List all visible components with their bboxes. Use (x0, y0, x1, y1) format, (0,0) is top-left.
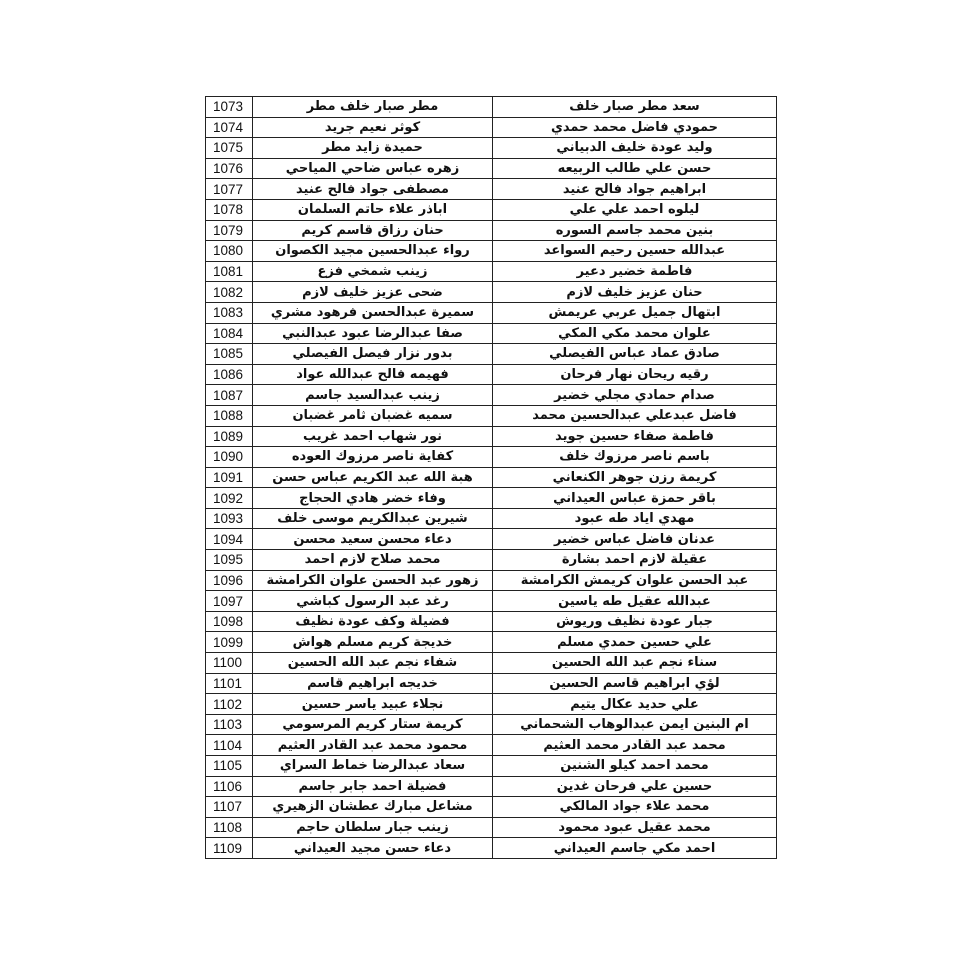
name-cell-right: عقيلة لازم احمد بشارة (493, 550, 777, 571)
name-cell-right: فاضل عبدعلي عبدالحسين محمد (493, 405, 777, 426)
name-cell-middle: ضحى عزيز خليف لازم (253, 282, 493, 303)
table-row (206, 838, 777, 859)
name-cell-middle: زينب عبدالسيد جاسم (253, 385, 493, 406)
name-cell-right: باقر حمزة عباس العيداني (493, 488, 777, 509)
row-number-cell: 1092 (206, 488, 253, 509)
name-cell-middle: محمود محمد عبد القادر العثيم (253, 735, 493, 756)
table-row (206, 570, 777, 591)
name-cell-middle: خديجه ابراهيم قاسم (253, 673, 493, 694)
name-cell-middle: كريمة ستار كريم المرسومي (253, 714, 493, 735)
table-row (206, 220, 777, 241)
table-row (206, 364, 777, 385)
name-cell-middle: حميدة زايد مطر (253, 138, 493, 159)
row-number-cell: 1087 (206, 385, 253, 406)
name-cell-right: وليد عودة خليف الدبياني (493, 138, 777, 159)
name-cell-middle: مشاعل مبارك عطشان الزهيري (253, 797, 493, 818)
row-number-cell: 1096 (206, 570, 253, 591)
name-cell-middle: محمد صلاح لازم احمد (253, 550, 493, 571)
row-number-cell: 1074 (206, 117, 253, 138)
table-row (206, 385, 777, 406)
name-cell-middle: خديجة كريم مسلم هواش (253, 632, 493, 653)
name-cell-right: عبدالله حسين رحيم السواعد (493, 241, 777, 262)
row-number-cell: 1090 (206, 447, 253, 468)
table-row (206, 241, 777, 262)
table-row (206, 117, 777, 138)
table-row (206, 508, 777, 529)
name-cell-right: رقيه ريحان نهار فرحان (493, 364, 777, 385)
name-cell-middle: سميرة عبدالحسن فرهود مشري (253, 302, 493, 323)
name-cell-right: محمد عبد القادر محمد العثيم (493, 735, 777, 756)
name-cell-right: علي حسين حمدي مسلم (493, 632, 777, 653)
row-number-cell: 1081 (206, 261, 253, 282)
row-number-cell: 1089 (206, 426, 253, 447)
name-cell-middle: شيرين عبدالكريم موسى خلف (253, 508, 493, 529)
name-cell-right: ام البنين ايمن عبدالوهاب الشحماني (493, 714, 777, 735)
name-cell-middle: بدور نزار فيصل الفيصلي (253, 344, 493, 365)
name-cell-right: ابتهال جميل عربي عريمش (493, 302, 777, 323)
row-number-cell: 1088 (206, 405, 253, 426)
table-row (206, 611, 777, 632)
name-cell-right: صدام حمادي مجلي خضير (493, 385, 777, 406)
table-row (206, 550, 777, 571)
name-cell-middle: مصطفى جواد فالح عنيد (253, 179, 493, 200)
table-row (206, 756, 777, 777)
name-cell-middle: نجلاء عبيد ياسر حسين (253, 694, 493, 715)
row-number-cell: 1084 (206, 323, 253, 344)
table-row (206, 529, 777, 550)
row-number-cell: 1103 (206, 714, 253, 735)
name-cell-middle: مطر صبار خلف مطر (253, 97, 493, 118)
table-row (206, 158, 777, 179)
name-cell-right: سناء نجم عبد الله الحسين (493, 653, 777, 674)
table-row (206, 776, 777, 797)
row-number-cell: 1095 (206, 550, 253, 571)
name-cell-right: محمد احمد كيلو الشنين (493, 756, 777, 777)
name-cell-right: ليلوه احمد علي علي (493, 199, 777, 220)
name-cell-middle: شفاء نجم عبد الله الحسين (253, 653, 493, 674)
row-number-cell: 1073 (206, 97, 253, 118)
name-cell-middle: نور شهاب احمد غريب (253, 426, 493, 447)
name-cell-right: علي حديد عكال يتيم (493, 694, 777, 715)
name-cell-right: كريمة رزن جوهر الكنعاني (493, 467, 777, 488)
name-cell-right: جبار عودة نظيف وريوش (493, 611, 777, 632)
row-number-cell: 1078 (206, 199, 253, 220)
name-cell-middle: رغد عبد الرسول كباشي (253, 591, 493, 612)
name-cell-middle: زينب شمخي فزع (253, 261, 493, 282)
row-number-cell: 1099 (206, 632, 253, 653)
table-row (206, 653, 777, 674)
row-number-cell: 1082 (206, 282, 253, 303)
names-table (205, 96, 777, 859)
row-number-cell: 1105 (206, 756, 253, 777)
row-number-cell: 1100 (206, 653, 253, 674)
name-cell-middle: فهيمه فالح عبدالله عواد (253, 364, 493, 385)
name-cell-middle: فضيلة وكف عودة نظيف (253, 611, 493, 632)
row-number-cell: 1098 (206, 611, 253, 632)
table-row (206, 426, 777, 447)
name-cell-right: صادق عماد عباس الفيصلي (493, 344, 777, 365)
row-number-cell: 1104 (206, 735, 253, 756)
row-number-cell: 1093 (206, 508, 253, 529)
table-row (206, 817, 777, 838)
name-cell-middle: كفاية ناصر مرزوك العوده (253, 447, 493, 468)
row-number-cell: 1079 (206, 220, 253, 241)
name-cell-right: علوان محمد مكي المكي (493, 323, 777, 344)
row-number-cell: 1097 (206, 591, 253, 612)
row-number-cell: 1080 (206, 241, 253, 262)
name-cell-middle: سعاد عبدالرضا خماط السراي (253, 756, 493, 777)
row-number-cell: 1108 (206, 817, 253, 838)
name-cell-right: فاطمة صفاء حسين جويد (493, 426, 777, 447)
name-cell-middle: كوثر نعيم جريد (253, 117, 493, 138)
name-cell-middle: سميه غضبان ثامر غضبان (253, 405, 493, 426)
name-cell-right: محمد علاء جواد المالكي (493, 797, 777, 818)
row-number-cell: 1076 (206, 158, 253, 179)
name-cell-middle: زهور عبد الحسن علوان الكرامشة (253, 570, 493, 591)
name-cell-right: عبدالله عقيل طه ياسين (493, 591, 777, 612)
table-row (206, 282, 777, 303)
name-cell-right: احمد مكي جاسم العيداني (493, 838, 777, 859)
name-cell-right: عبد الحسن علوان كريمش الكرامشة (493, 570, 777, 591)
name-cell-right: سعد مطر صبار خلف (493, 97, 777, 118)
table-row (206, 199, 777, 220)
name-cell-middle: زينب جبار سلطان حاجم (253, 817, 493, 838)
name-cell-right: عدنان فاضل عباس خضير (493, 529, 777, 550)
name-cell-right: باسم ناصر مرزوك خلف (493, 447, 777, 468)
table-row (206, 714, 777, 735)
row-number-cell: 1102 (206, 694, 253, 715)
name-cell-middle: هبة الله عبد الكريم عباس حسن (253, 467, 493, 488)
name-cell-right: فاطمة خضير دعير (493, 261, 777, 282)
row-number-cell: 1083 (206, 302, 253, 323)
table-row (206, 632, 777, 653)
name-cell-right: حسن علي طالب الربيعه (493, 158, 777, 179)
row-number-cell: 1077 (206, 179, 253, 200)
name-cell-middle: حنان رزاق قاسم كريم (253, 220, 493, 241)
table-row (206, 591, 777, 612)
table-row (206, 694, 777, 715)
table-row (206, 488, 777, 509)
name-cell-middle: دعاء حسن مجيد العيداني (253, 838, 493, 859)
name-cell-right: لؤي ابراهيم قاسم الحسين (493, 673, 777, 694)
name-cell-right: محمد عقيل عبود محمود (493, 817, 777, 838)
table-row (206, 797, 777, 818)
name-cell-middle: زهره عباس ضاحي المياحي (253, 158, 493, 179)
table-row (206, 179, 777, 200)
row-number-cell: 1085 (206, 344, 253, 365)
table-row (206, 405, 777, 426)
name-cell-middle: رواء عبدالحسين مجيد الكصوان (253, 241, 493, 262)
row-number-cell: 1106 (206, 776, 253, 797)
table-row (206, 302, 777, 323)
name-cell-right: حنان عزيز خليف لازم (493, 282, 777, 303)
table-row (206, 323, 777, 344)
table-row (206, 735, 777, 756)
table-row (206, 447, 777, 468)
name-cell-middle: اباذر علاء حاتم السلمان (253, 199, 493, 220)
table-row (206, 261, 777, 282)
row-number-cell: 1107 (206, 797, 253, 818)
name-cell-middle: فضيلة احمد جابر جاسم (253, 776, 493, 797)
name-cell-right: بنين محمد جاسم السوره (493, 220, 777, 241)
name-cell-right: ابراهيم جواد فالح عنيد (493, 179, 777, 200)
table-row (206, 344, 777, 365)
row-number-cell: 1101 (206, 673, 253, 694)
name-cell-middle: صفا عبدالرضا عبود عبدالنبي (253, 323, 493, 344)
row-number-cell: 1075 (206, 138, 253, 159)
table-row (206, 467, 777, 488)
row-number-cell: 1091 (206, 467, 253, 488)
table-row (206, 97, 777, 118)
row-number-cell: 1094 (206, 529, 253, 550)
name-cell-middle: دعاء محسن سعيد محسن (253, 529, 493, 550)
row-number-cell: 1109 (206, 838, 253, 859)
name-cell-right: مهدي اياد طه عبود (493, 508, 777, 529)
name-cell-middle: وفاء خضر هادي الحجاج (253, 488, 493, 509)
row-number-cell: 1086 (206, 364, 253, 385)
names-table-body (206, 97, 777, 859)
name-cell-right: حسين علي فرحان غدين (493, 776, 777, 797)
name-cell-right: حمودي فاضل محمد حمدي (493, 117, 777, 138)
table-row (206, 138, 777, 159)
table-row (206, 673, 777, 694)
